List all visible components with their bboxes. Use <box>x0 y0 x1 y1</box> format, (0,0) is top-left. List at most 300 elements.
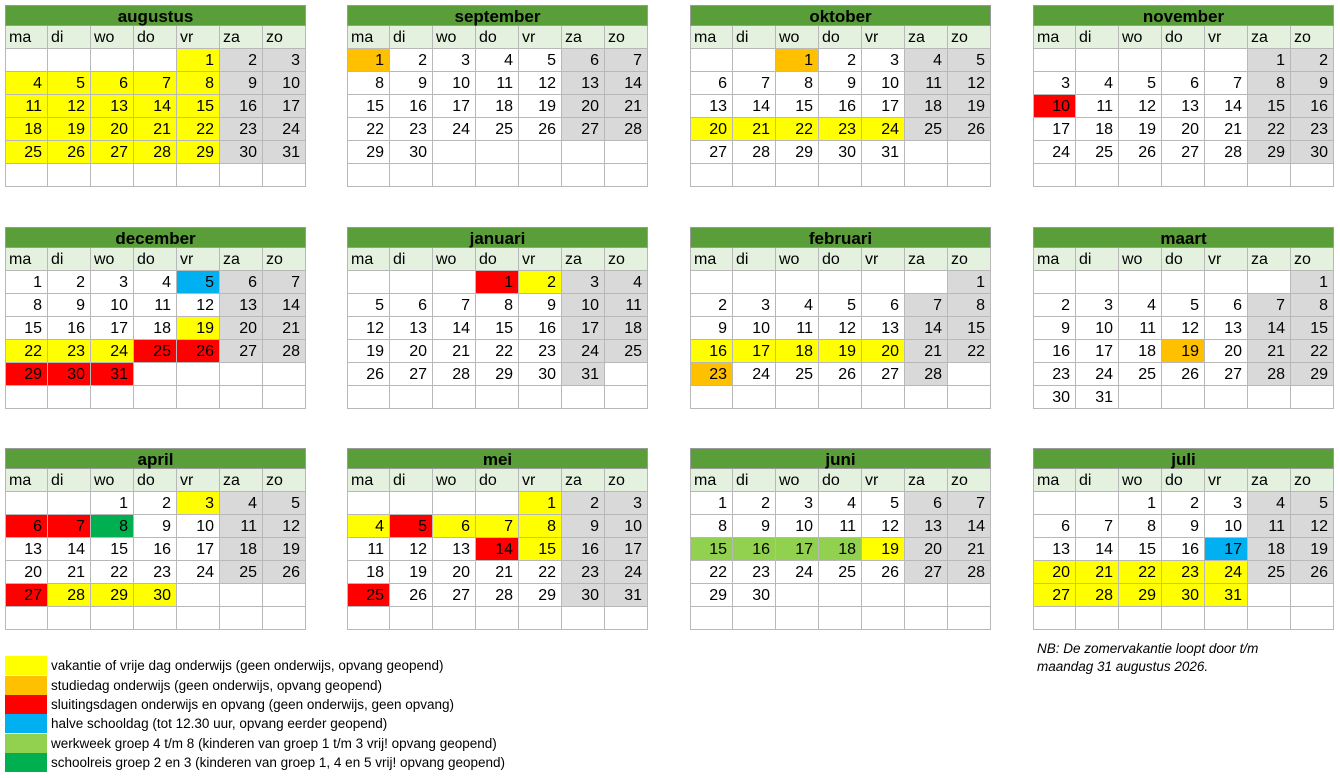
month-grid <box>347 248 648 409</box>
empty-cell <box>905 271 948 294</box>
empty-cell <box>1162 164 1205 187</box>
empty-cell <box>819 607 862 630</box>
day-cell: 10 <box>263 72 306 95</box>
day-cell: 26 <box>519 118 562 141</box>
empty-cell <box>690 164 733 187</box>
weekday-header: zo <box>948 26 991 49</box>
day-cell: 22 <box>1291 340 1334 363</box>
day-cell: 24 <box>562 340 605 363</box>
day-cell: 26 <box>1119 141 1162 164</box>
day-cell: 22 <box>1119 561 1162 584</box>
weekday-header: vr <box>519 248 562 271</box>
empty-cell <box>347 492 390 515</box>
day-cell: 1 <box>5 271 48 294</box>
day-cell: 23 <box>562 561 605 584</box>
month-juli <box>1033 448 1334 630</box>
weekday-header: vr <box>1205 26 1248 49</box>
day-cell: 14 <box>1076 538 1119 561</box>
day-cell: 6 <box>91 72 134 95</box>
day-cell: 14 <box>48 538 91 561</box>
weekday-header: di <box>390 248 433 271</box>
day-cell: 4 <box>476 49 519 72</box>
empty-cell <box>476 607 519 630</box>
day-cell: 30 <box>733 584 776 607</box>
day-cell: 20 <box>905 538 948 561</box>
day-cell: 11 <box>819 515 862 538</box>
empty-cell <box>177 363 220 386</box>
weekday-header: vr <box>177 26 220 49</box>
empty-cell <box>91 164 134 187</box>
day-cell: 16 <box>1162 538 1205 561</box>
day-cell: 31 <box>1205 584 1248 607</box>
day-cell: 21 <box>433 340 476 363</box>
empty-cell <box>390 271 433 294</box>
weekday-header: za <box>562 248 605 271</box>
day-cell: 28 <box>1248 363 1291 386</box>
empty-cell <box>476 141 519 164</box>
day-cell: 29 <box>347 141 390 164</box>
empty-cell <box>819 584 862 607</box>
day-cell: 15 <box>1119 538 1162 561</box>
day-cell: 23 <box>220 118 263 141</box>
empty-cell <box>1248 164 1291 187</box>
empty-cell <box>605 607 648 630</box>
day-cell: 24 <box>862 118 905 141</box>
day-cell: 8 <box>476 294 519 317</box>
day-cell: 22 <box>91 561 134 584</box>
day-cell: 13 <box>433 538 476 561</box>
day-cell: 11 <box>776 317 819 340</box>
day-cell: 8 <box>1119 515 1162 538</box>
day-cell: 15 <box>91 538 134 561</box>
weekday-header: ma <box>690 26 733 49</box>
day-cell: 9 <box>562 515 605 538</box>
weekday-header: ma <box>347 26 390 49</box>
weekday-header: ma <box>1033 469 1076 492</box>
weekday-header: do <box>134 469 177 492</box>
day-cell: 26 <box>390 584 433 607</box>
empty-cell <box>220 607 263 630</box>
day-cell: 13 <box>905 515 948 538</box>
month-grid <box>1033 248 1334 409</box>
month-grid <box>5 26 306 187</box>
day-cell: 24 <box>733 363 776 386</box>
day-cell: 7 <box>433 294 476 317</box>
empty-cell <box>690 386 733 409</box>
legend-label: halve schooldag (tot 12.30 uur, opvang eerder geopend) <box>51 716 388 732</box>
day-cell: 17 <box>177 538 220 561</box>
empty-cell <box>390 386 433 409</box>
day-cell: 7 <box>48 515 91 538</box>
empty-cell <box>1162 271 1205 294</box>
empty-cell <box>1291 607 1334 630</box>
legend-label: schoolreis groep 2 en 3 (kinderen van groep 1, 4 en 5 vrij! opvang geopend) <box>51 755 506 771</box>
day-cell: 1 <box>347 49 390 72</box>
weekday-header: ma <box>5 26 48 49</box>
day-cell: 29 <box>476 363 519 386</box>
day-cell: 27 <box>862 363 905 386</box>
day-cell: 25 <box>819 561 862 584</box>
empty-cell <box>905 141 948 164</box>
day-cell: 18 <box>605 317 648 340</box>
day-cell: 22 <box>519 561 562 584</box>
legend <box>5 656 505 772</box>
day-cell: 19 <box>1291 538 1334 561</box>
day-cell: 9 <box>690 317 733 340</box>
weekday-header: vr <box>862 469 905 492</box>
day-cell: 2 <box>134 492 177 515</box>
day-cell: 20 <box>220 317 263 340</box>
day-cell: 17 <box>562 317 605 340</box>
day-cell: 28 <box>476 584 519 607</box>
day-cell: 21 <box>1076 561 1119 584</box>
day-cell: 22 <box>1248 118 1291 141</box>
weekday-header: za <box>562 469 605 492</box>
day-cell: 7 <box>134 72 177 95</box>
day-cell: 10 <box>1033 95 1076 118</box>
day-cell: 4 <box>347 515 390 538</box>
day-cell: 24 <box>263 118 306 141</box>
month-januari <box>347 227 648 409</box>
day-cell: 23 <box>519 340 562 363</box>
empty-cell <box>1119 271 1162 294</box>
day-cell: 16 <box>220 95 263 118</box>
day-cell: 13 <box>5 538 48 561</box>
weekday-header: wo <box>776 248 819 271</box>
empty-cell <box>1205 164 1248 187</box>
day-cell: 18 <box>1119 340 1162 363</box>
day-cell: 2 <box>1291 49 1334 72</box>
empty-cell <box>134 363 177 386</box>
day-cell: 27 <box>390 363 433 386</box>
day-cell: 5 <box>1291 492 1334 515</box>
empty-cell <box>134 164 177 187</box>
day-cell: 26 <box>263 561 306 584</box>
day-cell: 6 <box>1162 72 1205 95</box>
legend-label: vakantie of vrije dag onderwijs (geen onderwijs, opvang geopend) <box>51 658 444 674</box>
summer-vacation-note <box>1037 640 1337 676</box>
day-cell: 6 <box>433 515 476 538</box>
day-cell: 20 <box>562 95 605 118</box>
day-cell: 3 <box>177 492 220 515</box>
month-april <box>5 448 306 630</box>
day-cell: 5 <box>1119 72 1162 95</box>
empty-cell <box>733 49 776 72</box>
empty-cell <box>862 271 905 294</box>
day-cell: 24 <box>177 561 220 584</box>
month-title: augustus <box>5 5 306 26</box>
day-cell: 29 <box>519 584 562 607</box>
legend-swatch-green <box>5 753 47 772</box>
empty-cell <box>905 386 948 409</box>
day-cell: 29 <box>1248 141 1291 164</box>
day-cell: 13 <box>1205 317 1248 340</box>
day-cell: 2 <box>690 294 733 317</box>
day-cell: 6 <box>5 515 48 538</box>
month-title: maart <box>1033 227 1334 248</box>
empty-cell <box>433 492 476 515</box>
day-cell: 12 <box>1119 95 1162 118</box>
day-cell: 15 <box>776 95 819 118</box>
empty-cell <box>5 164 48 187</box>
day-cell: 11 <box>905 72 948 95</box>
day-cell: 5 <box>48 72 91 95</box>
day-cell: 28 <box>1205 141 1248 164</box>
day-cell: 21 <box>134 118 177 141</box>
empty-cell <box>690 607 733 630</box>
empty-cell <box>48 386 91 409</box>
day-cell: 19 <box>1162 340 1205 363</box>
day-cell: 30 <box>819 141 862 164</box>
day-cell: 6 <box>862 294 905 317</box>
weekday-header: wo <box>91 26 134 49</box>
empty-cell <box>347 607 390 630</box>
weekday-header: za <box>905 26 948 49</box>
weekday-header: di <box>733 248 776 271</box>
day-cell: 27 <box>690 141 733 164</box>
weekday-header: do <box>476 469 519 492</box>
empty-cell <box>1119 164 1162 187</box>
day-cell: 24 <box>1033 141 1076 164</box>
day-cell: 15 <box>948 317 991 340</box>
day-cell: 21 <box>476 561 519 584</box>
weekday-header: wo <box>433 26 476 49</box>
month-grid <box>5 469 306 630</box>
day-cell: 5 <box>347 294 390 317</box>
month-grid <box>690 469 991 630</box>
empty-cell <box>177 607 220 630</box>
weekday-header: za <box>220 248 263 271</box>
day-cell: 19 <box>1119 118 1162 141</box>
day-cell: 22 <box>476 340 519 363</box>
weekday-header: vr <box>519 469 562 492</box>
day-cell: 13 <box>390 317 433 340</box>
day-cell: 14 <box>476 538 519 561</box>
empty-cell <box>134 49 177 72</box>
day-cell: 26 <box>347 363 390 386</box>
day-cell: 8 <box>177 72 220 95</box>
day-cell: 19 <box>819 340 862 363</box>
day-cell: 6 <box>1205 294 1248 317</box>
day-cell: 9 <box>390 72 433 95</box>
day-cell: 27 <box>1162 141 1205 164</box>
day-cell: 8 <box>347 72 390 95</box>
day-cell: 3 <box>776 492 819 515</box>
weekday-header: do <box>819 248 862 271</box>
day-cell: 12 <box>862 515 905 538</box>
day-cell: 24 <box>605 561 648 584</box>
day-cell: 25 <box>5 141 48 164</box>
day-cell: 12 <box>347 317 390 340</box>
empty-cell <box>347 271 390 294</box>
day-cell: 14 <box>263 294 306 317</box>
day-cell: 22 <box>690 561 733 584</box>
weekday-header: vr <box>519 26 562 49</box>
day-cell: 13 <box>562 72 605 95</box>
weekday-header: wo <box>776 469 819 492</box>
day-cell: 16 <box>690 340 733 363</box>
weekday-header: ma <box>5 469 48 492</box>
day-cell: 16 <box>733 538 776 561</box>
day-cell: 7 <box>1248 294 1291 317</box>
empty-cell <box>1076 492 1119 515</box>
day-cell: 25 <box>134 340 177 363</box>
day-cell: 25 <box>347 584 390 607</box>
day-cell: 4 <box>134 271 177 294</box>
day-cell: 9 <box>733 515 776 538</box>
weekday-header: do <box>1162 248 1205 271</box>
day-cell: 19 <box>263 538 306 561</box>
empty-cell <box>1291 386 1334 409</box>
empty-cell <box>1162 49 1205 72</box>
empty-cell <box>5 607 48 630</box>
day-cell: 7 <box>905 294 948 317</box>
day-cell: 5 <box>862 492 905 515</box>
day-cell: 12 <box>390 538 433 561</box>
day-cell: 27 <box>1205 363 1248 386</box>
empty-cell <box>605 141 648 164</box>
day-cell: 24 <box>91 340 134 363</box>
day-cell: 5 <box>1162 294 1205 317</box>
day-cell: 20 <box>5 561 48 584</box>
day-cell: 23 <box>690 363 733 386</box>
day-cell: 2 <box>733 492 776 515</box>
day-cell: 4 <box>1248 492 1291 515</box>
month-title: oktober <box>690 5 991 26</box>
empty-cell <box>1248 271 1291 294</box>
day-cell: 17 <box>862 95 905 118</box>
empty-cell <box>433 141 476 164</box>
day-cell: 29 <box>1119 584 1162 607</box>
day-cell: 12 <box>1291 515 1334 538</box>
weekday-header: zo <box>605 26 648 49</box>
weekday-header: zo <box>1291 248 1334 271</box>
day-cell: 8 <box>5 294 48 317</box>
weekday-header: vr <box>177 248 220 271</box>
month-maart <box>1033 227 1334 409</box>
day-cell: 28 <box>263 340 306 363</box>
day-cell: 5 <box>948 49 991 72</box>
day-cell: 8 <box>91 515 134 538</box>
day-cell: 9 <box>819 72 862 95</box>
day-cell: 16 <box>48 317 91 340</box>
weekday-header: zo <box>948 248 991 271</box>
day-cell: 1 <box>1119 492 1162 515</box>
day-cell: 2 <box>390 49 433 72</box>
empty-cell <box>605 363 648 386</box>
day-cell: 16 <box>819 95 862 118</box>
empty-cell <box>177 164 220 187</box>
legend-item-schoolreis <box>5 753 505 772</box>
day-cell: 1 <box>1248 49 1291 72</box>
empty-cell <box>1076 607 1119 630</box>
empty-cell <box>1248 607 1291 630</box>
day-cell: 15 <box>1291 317 1334 340</box>
weekday-header: zo <box>1291 469 1334 492</box>
day-cell: 27 <box>562 118 605 141</box>
empty-cell <box>1119 607 1162 630</box>
empty-cell <box>220 584 263 607</box>
day-cell: 4 <box>220 492 263 515</box>
day-cell: 11 <box>1119 317 1162 340</box>
weekday-header: zo <box>605 248 648 271</box>
empty-cell <box>433 386 476 409</box>
empty-cell <box>1076 271 1119 294</box>
empty-cell <box>733 386 776 409</box>
day-cell: 9 <box>134 515 177 538</box>
day-cell: 28 <box>1076 584 1119 607</box>
day-cell: 8 <box>948 294 991 317</box>
day-cell: 25 <box>220 561 263 584</box>
day-cell: 18 <box>220 538 263 561</box>
legend-item-studiedag <box>5 675 505 694</box>
empty-cell <box>476 164 519 187</box>
empty-cell <box>1205 271 1248 294</box>
weekday-header: zo <box>263 26 306 49</box>
day-cell: 10 <box>862 72 905 95</box>
day-cell: 31 <box>263 141 306 164</box>
empty-cell <box>948 141 991 164</box>
legend-label: sluitingsdagen onderwijs en opvang (geen onderwijs, geen opvang) <box>51 696 455 712</box>
day-cell: 12 <box>1162 317 1205 340</box>
weekday-header: ma <box>5 248 48 271</box>
day-cell: 1 <box>948 271 991 294</box>
month-title: juni <box>690 448 991 469</box>
day-cell: 6 <box>220 271 263 294</box>
day-cell: 17 <box>605 538 648 561</box>
empty-cell <box>948 386 991 409</box>
empty-cell <box>220 164 263 187</box>
day-cell: 12 <box>263 515 306 538</box>
day-cell: 12 <box>519 72 562 95</box>
day-cell: 30 <box>390 141 433 164</box>
empty-cell <box>220 386 263 409</box>
empty-cell <box>948 584 991 607</box>
day-cell: 3 <box>1205 492 1248 515</box>
day-cell: 22 <box>5 340 48 363</box>
day-cell: 30 <box>1033 386 1076 409</box>
month-grid <box>5 248 306 409</box>
day-cell: 12 <box>948 72 991 95</box>
weekday-header: za <box>905 248 948 271</box>
empty-cell <box>347 164 390 187</box>
day-cell: 17 <box>1205 538 1248 561</box>
day-cell: 17 <box>1076 340 1119 363</box>
day-cell: 25 <box>476 118 519 141</box>
empty-cell <box>134 607 177 630</box>
empty-cell <box>776 607 819 630</box>
weekday-header: do <box>1162 26 1205 49</box>
day-cell: 27 <box>1033 584 1076 607</box>
empty-cell <box>1119 386 1162 409</box>
empty-cell <box>1033 49 1076 72</box>
day-cell: 6 <box>690 72 733 95</box>
day-cell: 31 <box>562 363 605 386</box>
day-cell: 30 <box>1291 141 1334 164</box>
day-cell: 2 <box>1033 294 1076 317</box>
day-cell: 20 <box>390 340 433 363</box>
day-cell: 14 <box>905 317 948 340</box>
weekday-header: wo <box>776 26 819 49</box>
empty-cell <box>433 164 476 187</box>
day-cell: 4 <box>819 492 862 515</box>
empty-cell <box>733 607 776 630</box>
day-cell: 7 <box>1076 515 1119 538</box>
day-cell: 10 <box>433 72 476 95</box>
day-cell: 9 <box>519 294 562 317</box>
empty-cell <box>177 584 220 607</box>
month-title: mei <box>347 448 648 469</box>
